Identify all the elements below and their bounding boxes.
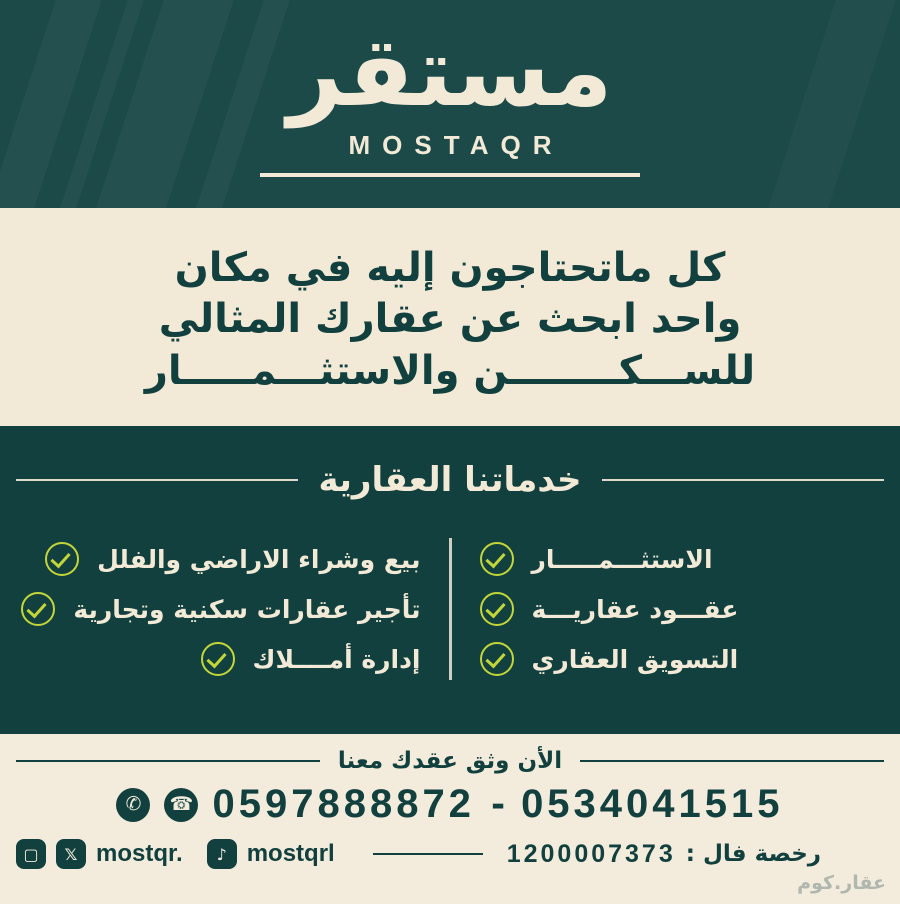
whatsapp-icon[interactable]: ✆ (116, 788, 150, 822)
watermark: عقار.كوم (797, 872, 886, 894)
license-rule (373, 853, 483, 855)
check-circle-icon (21, 592, 55, 626)
phone-row (16, 782, 884, 827)
check-circle-icon (480, 592, 514, 626)
title-rule-left (16, 479, 298, 481)
services-title-row (0, 460, 900, 500)
slogan-line-1: كل ماتحتاجون إليه في مكان (174, 245, 726, 292)
service-item (79, 534, 421, 584)
slogan-line-3: للســـكــــــــن والاستثـــمـــــار (144, 347, 756, 394)
logo-arabic-wordmark: مستقر (287, 16, 613, 128)
cta-text: الأن وثق عقدك معنا (337, 748, 563, 774)
phone-icon[interactable]: ☎ (164, 788, 198, 822)
check-circle-icon (480, 542, 514, 576)
logo (240, 16, 660, 177)
license-label: رخصة فال : (685, 841, 822, 867)
social-row (16, 839, 884, 869)
services-column-secondary (466, 534, 836, 684)
check-circle-icon (201, 642, 235, 676)
service-item (480, 584, 822, 634)
service-item (480, 634, 822, 684)
phone-secondary[interactable]: 0534041515 (521, 782, 784, 826)
logo-latin-wordmark: MOSTAQR (348, 130, 564, 160)
service-label: تأجير عقارات سكنية وتجارية (73, 594, 421, 624)
check-circle-icon (480, 642, 514, 676)
title-rule-right (602, 479, 884, 481)
tiktok-handle[interactable]: mostqrl (246, 840, 335, 867)
services-section (0, 426, 900, 734)
service-label: عقـــود عقاريـــة (531, 594, 739, 624)
service-item (73, 584, 421, 634)
services-columns (0, 534, 900, 684)
service-label: بيع وشراء الاراضي والفلل (97, 544, 421, 574)
decorative-stripe (751, 0, 900, 208)
logo-underline (260, 173, 640, 177)
header-band (0, 0, 900, 208)
cta-rule-right (580, 760, 884, 762)
service-label: إدارة أمــــلاك (252, 644, 421, 674)
service-label: التسويق العقاري (531, 644, 739, 674)
license-number: 1200007373 (506, 839, 676, 868)
phone-separator: - (490, 784, 506, 825)
service-label: الاستثـــمـــــار (531, 544, 713, 574)
services-title: خدماتنا العقارية (318, 460, 582, 500)
check-circle-icon (45, 542, 79, 576)
tiktok-icon[interactable]: ♪ (207, 839, 237, 869)
slogan-line-2: واحد ابحث عن عقارك المثالي (158, 296, 742, 343)
instagram-icon[interactable]: ▢ (16, 839, 46, 869)
instagram-handle[interactable]: mostqr. (96, 840, 183, 867)
footer-band (0, 734, 900, 904)
x-twitter-icon[interactable]: 𝕏 (56, 839, 86, 869)
phone-primary[interactable]: 0597888872 (212, 782, 475, 826)
service-item (480, 534, 822, 584)
column-divider (449, 538, 452, 680)
cta-row (16, 748, 884, 774)
service-item (79, 634, 421, 684)
services-column-primary (65, 534, 435, 684)
slogan-band (0, 208, 900, 426)
cta-rule-left (16, 760, 320, 762)
